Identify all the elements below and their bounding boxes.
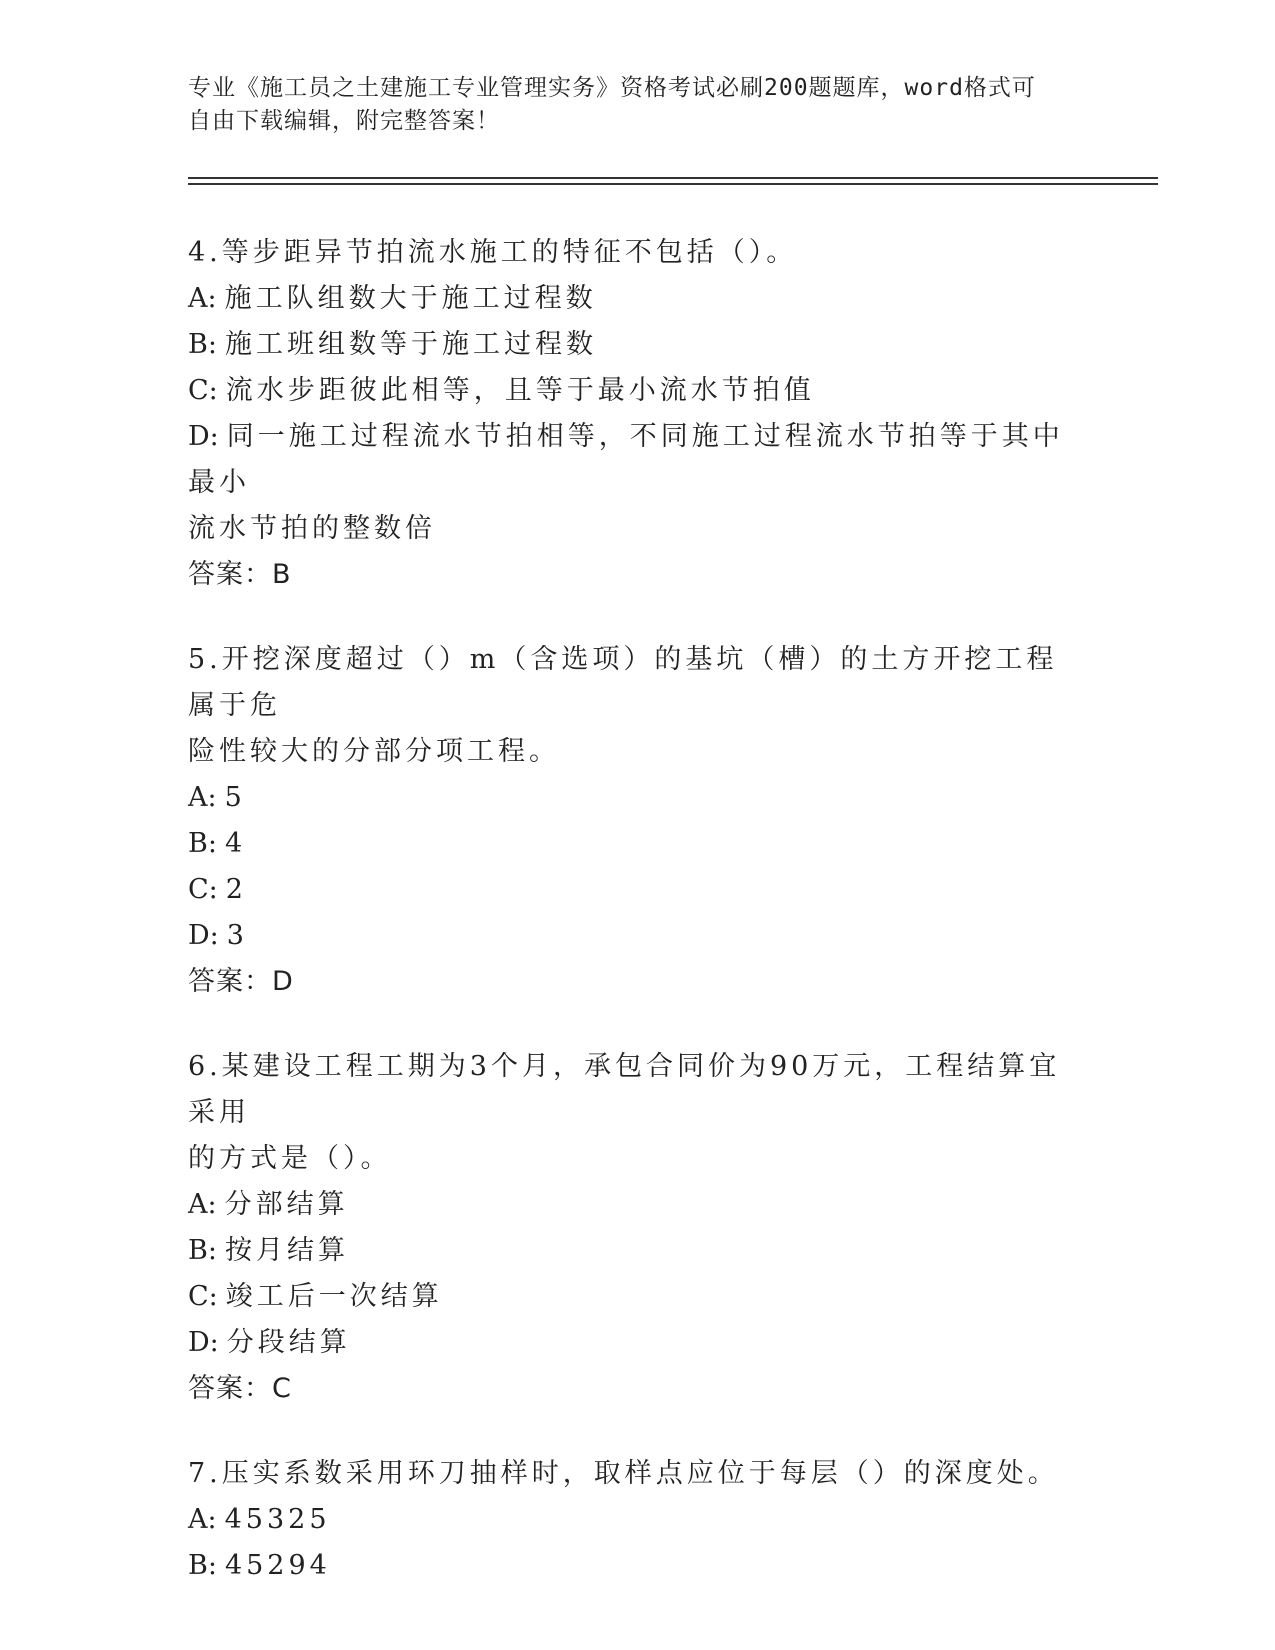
option-text: 同一施工过程流水节拍相等，不同施工过程流水节拍等于其中最小 [188,421,1064,498]
option-text: 2 [225,874,247,905]
option-d [188,414,1088,506]
option-key: C: [188,375,218,406]
option-text: 5 [224,782,246,813]
question-7 [188,1451,1088,1589]
option-text: 施工队组数大于施工过程数 [224,283,597,314]
option-key: C: [188,1281,218,1312]
option-text: 45325 [224,1504,331,1535]
option-text: 45294 [224,1550,331,1581]
question-text: 6.某建设工程工期为3个月，承包合同价为90万元，工程结算宜采用 [188,1051,1061,1128]
option-b [188,322,1088,368]
answer: 答案：B [188,559,292,590]
option-a [188,276,1088,322]
option-text: 施工班组数等于施工过程数 [224,329,597,360]
option-b [188,1228,1088,1274]
option-key: A: [188,283,217,314]
option-key: D: [188,1327,219,1358]
option-a [188,1182,1088,1228]
option-key: B: [188,1235,217,1266]
answer: 答案：D [188,966,294,997]
option-d-continued: 流水节拍的整数倍 [188,513,436,544]
option-key: A: [188,1189,217,1220]
question-list [188,230,1088,1628]
answer: 答案：C [188,1373,292,1404]
question-text: 7.压实系数采用环刀抽样时，取样点应位于每层（）的深度处。 [188,1458,1059,1489]
option-key: D: [188,421,219,452]
document-header [188,72,1068,138]
option-a [188,775,1088,821]
option-a [188,1497,1088,1543]
option-text: 流水步距彼此相等，且等于最小流水节拍值 [225,375,815,406]
option-key: C: [188,874,218,905]
option-b [188,1543,1088,1589]
option-text: 4 [224,828,247,859]
question-6 [188,1044,1088,1412]
option-key: B: [188,828,217,859]
question-5 [188,637,1088,1005]
header-line-1: 专业《施工员之土建施工专业管理实务》资格考试必刷200题题库，word格式可 [188,75,1036,101]
option-c [188,1274,1088,1320]
header-divider-bottom [188,183,1158,185]
option-key: B: [188,1550,217,1581]
option-d [188,913,1088,959]
option-key: B: [188,329,217,360]
option-text: 分部结算 [224,1189,349,1220]
option-key: D: [188,920,219,951]
question-text-continued: 险性较大的分部分项工程。 [188,736,560,767]
header-line-2: 自由下载编辑，附完整答案！ [188,108,500,134]
option-d [188,1320,1088,1366]
option-key: A: [188,782,217,813]
option-c [188,368,1088,414]
question-text: 4.等步距异节拍流水施工的特征不包括（）。 [188,237,798,268]
option-b [188,821,1088,867]
question-4 [188,230,1088,598]
option-text: 竣工后一次结算 [225,1281,443,1312]
header-divider-top [188,177,1158,179]
option-text: 3 [226,920,248,951]
option-text: 分段结算 [226,1327,351,1358]
option-key: A: [188,1504,217,1535]
question-text: 5.开挖深度超过（）m（含选项）的基坑（槽）的土方开挖工程属于危 [188,644,1058,721]
option-c [188,867,1088,913]
option-text: 按月结算 [224,1235,349,1266]
question-text-continued: 的方式是（）。 [188,1143,392,1174]
